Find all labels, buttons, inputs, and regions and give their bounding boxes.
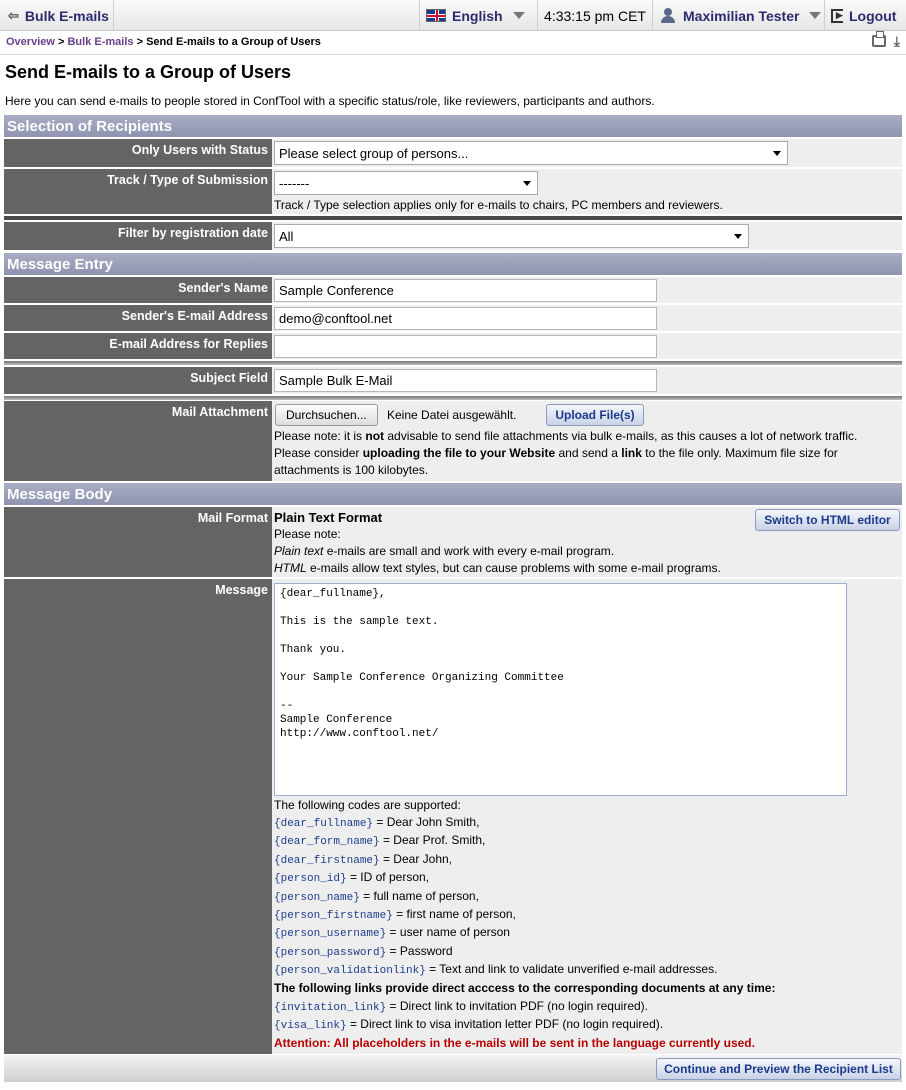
code-item: {person_username} = user name of person	[274, 925, 510, 941]
mail-format-label: Mail Format	[4, 507, 272, 577]
page-intro: Here you can send e-mails to people stored in ConfTool with a specific status/role, like reviewers, participants and authors.	[5, 94, 655, 108]
user-name: Maximilian Tester	[683, 7, 800, 24]
status-select-value: Please select group of persons...	[279, 145, 469, 161]
language-label: English	[452, 7, 503, 24]
divider	[4, 361, 902, 365]
breadcrumb	[0, 31, 906, 55]
code-item: {person_validationlink} = Text and link to validate unverified e-mail addresses.	[274, 962, 718, 978]
plain-text-note: Plain text e-mails are small and work with every e-mail program.	[274, 544, 615, 558]
section-message-body: Message Body	[4, 483, 902, 505]
mail-format-value: Plain Text Format	[274, 510, 383, 525]
code-item: {dear_fullname} = Dear John Smith,	[274, 815, 480, 830]
logout-button[interactable]	[825, 0, 906, 31]
breadcrumb-overview[interactable]: Overview	[6, 36, 55, 48]
continue-preview-button[interactable]: Continue and Preview the Recipient List	[656, 1058, 901, 1080]
divider	[4, 396, 902, 400]
back-to-bulk-emails[interactable]	[0, 0, 114, 31]
breadcrumb-separator: >	[136, 36, 144, 48]
row-track	[4, 169, 902, 214]
codes-list	[274, 814, 775, 1053]
sender-email-input[interactable]: demo@conftool.net	[274, 307, 657, 330]
row-subject	[4, 367, 902, 394]
section-message-entry: Message Entry	[4, 253, 902, 275]
status-label: Only Users with Status	[4, 139, 272, 167]
row-reply-address	[4, 333, 902, 359]
sender-name-label: Sender's Name	[4, 277, 272, 303]
codes-intro: The following codes are supported:	[274, 798, 461, 812]
logout-icon	[831, 9, 843, 23]
divider	[4, 216, 902, 220]
row-sender-name	[4, 277, 902, 303]
code-item: {person_password} = Password	[274, 943, 453, 959]
code-item: {dear_form_name} = Dear Prof. Smith,	[274, 833, 486, 849]
attention-note: Attention: All placeholders in the e-mails will be sent in the language currently used.	[274, 1035, 755, 1050]
regdate-label: Filter by registration date	[4, 222, 272, 250]
form-footer	[4, 1055, 902, 1082]
row-sender-email	[4, 305, 902, 331]
code-item: {person_firstname} = first name of person,	[274, 906, 516, 922]
back-label: Bulk E-mails	[24, 7, 109, 24]
dropdown-arrow-icon	[773, 151, 781, 156]
chevron-down-icon	[513, 12, 525, 19]
browse-button[interactable]: Durchsuchen...	[275, 404, 378, 426]
breadcrumb-current: Send E-mails to a Group of Users	[146, 36, 321, 48]
mail-format-info	[274, 509, 754, 577]
clock	[538, 0, 653, 31]
user-icon	[661, 8, 675, 23]
link-item: {visa_link} = Direct link to visa invitation letter PDF (no login required).	[274, 1017, 664, 1033]
print-icon[interactable]	[872, 35, 886, 47]
code-item: {dear_firstname} = Dear John,	[274, 851, 452, 867]
attachment-label: Mail Attachment	[4, 401, 272, 481]
arrow-left-icon: ⇦	[8, 7, 19, 23]
mail-format-note: Please note:	[274, 527, 341, 541]
topbar-spacer	[114, 0, 420, 31]
row-mail-format	[4, 507, 902, 577]
message-textarea[interactable]	[274, 583, 847, 796]
code-item: {person_name} = full name of person,	[274, 888, 479, 904]
dropdown-arrow-icon	[734, 234, 742, 239]
subject-label: Subject Field	[4, 367, 272, 394]
subject-input[interactable]: Sample Bulk E-Mail	[274, 369, 657, 392]
track-select-value: -------	[279, 175, 310, 191]
row-regdate	[4, 222, 902, 250]
time-label: 4:33:15 pm CET	[544, 7, 646, 24]
dropdown-arrow-icon	[523, 181, 531, 186]
track-select[interactable]	[274, 171, 538, 195]
section-recipients: Selection of Recipients	[4, 115, 902, 137]
regdate-select[interactable]	[274, 224, 749, 248]
track-note: Track / Type selection applies only for e-mails to chairs, PC members and reviewers.	[274, 198, 723, 212]
sender-email-label: Sender's E-mail Address	[4, 305, 272, 331]
uk-flag-icon	[426, 9, 446, 22]
switch-to-html-editor-button[interactable]: Switch to HTML editor	[755, 509, 900, 531]
chevron-down-icon	[809, 12, 821, 19]
breadcrumb-separator: >	[57, 36, 65, 48]
top-bar	[0, 0, 906, 31]
logout-label: Logout	[849, 7, 897, 24]
track-label: Track / Type of Submission	[4, 169, 272, 214]
reply-address-label: E-mail Address for Replies	[4, 333, 272, 359]
links-intro: The following links provide direct acccess to the corresponding documents at any time:	[274, 980, 776, 995]
sender-name-input[interactable]: Sample Conference	[274, 279, 657, 302]
row-status	[4, 139, 902, 167]
page-title: Send E-mails to a Group of Users	[5, 62, 292, 82]
html-note: HTML e-mails allow text styles, but can cause problems with some e-mail programs.	[274, 561, 721, 575]
language-selector[interactable]	[420, 0, 538, 31]
attachment-note: Please note: it is not advisable to send file attachments via bulk e-mails, as this causes a lot of network traffic. Please consider uploading the file to your Website and send a link to the file only. Maximum file size for attachments is 100 kilobytes.	[274, 429, 858, 477]
reply-address-input[interactable]	[274, 335, 657, 358]
message-label: Message	[4, 579, 272, 1054]
code-item: {person_id} = ID of person,	[274, 870, 430, 886]
regdate-select-value: All	[279, 228, 294, 244]
user-menu[interactable]	[653, 0, 825, 31]
download-icon[interactable]: ⤓	[893, 33, 900, 49]
status-select[interactable]	[274, 141, 788, 165]
no-file-text: Keine Datei ausgewählt.	[387, 408, 517, 422]
link-item: {invitation_link} = Direct link to invitation PDF (no login required).	[274, 998, 648, 1014]
row-message	[4, 579, 902, 1054]
upload-files-button[interactable]: Upload File(s)	[546, 404, 644, 426]
breadcrumb-bulk-emails[interactable]: Bulk E-mails	[67, 36, 134, 48]
row-attachment	[4, 401, 902, 481]
